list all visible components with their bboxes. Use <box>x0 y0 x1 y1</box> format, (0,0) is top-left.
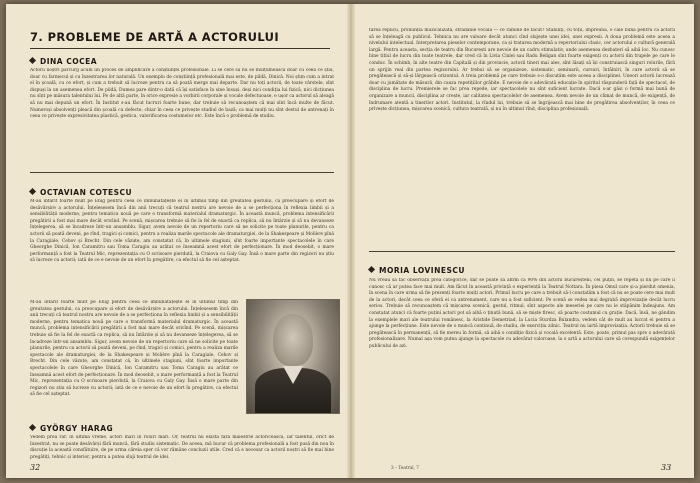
right-page <box>355 4 694 478</box>
book-spread <box>6 4 694 478</box>
diamond-bullet-icon <box>29 57 36 64</box>
section-heading-moria-lovinescu <box>369 266 465 275</box>
section-heading-label: OCTAVIAN COTESCU <box>40 188 133 197</box>
title-rule <box>30 48 330 49</box>
printer-signature: 3 – Teatrul, 7 <box>391 465 419 470</box>
left-page <box>6 4 347 478</box>
page-number-right: 33 <box>661 463 672 472</box>
section-text-gyorgy-harag: Vedem prea rar, în ultima vreme, actori mari în roluri mari. Or, teatrul nu există fără maiestrie actoricească, iar talentul, orict de înzestrat, nu se poate desăvârși fără muncă, fără studiu sistematic. De aceea, mă bucur că problema profesională a fost pusă din nou în discuție la această consfătuire, de pe urma căreia sper că vor rămâne concluzii utile. Cred că e necesar ca actorii noștri să fie mai bine pregătiți, tehnic și interior, pentru a putea sluji teatrul de idei. <box>30 435 334 460</box>
page-number-left: 32 <box>30 463 41 472</box>
diamond-bullet-icon <box>29 188 36 195</box>
book-gutter <box>347 4 355 478</box>
actor-portrait-photo <box>246 299 340 414</box>
diamond-bullet-icon <box>368 266 375 273</box>
section-heading-gyorgy-harag <box>30 424 113 433</box>
section-heading-octavian-cotescu <box>30 188 132 197</box>
chapter-title: 7. PROBLEME DE ARTĂ A ACTORULUI <box>30 30 280 44</box>
section-heading-dina-cocea <box>30 57 97 66</box>
section-divider <box>369 251 675 252</box>
section-heading-label: MORIA LOVINESCU <box>379 266 465 275</box>
section-text-dina-cocea: Actorii noștri parcurg acum un proces de amplificare a conștiinței profesionale. Li se cere să nu se mulțumească doar cu ceea ce știu, doar cu farmecul și cu înzestrarea lor naturală. Un exemplu de conștiință profesională mai este, de pildă, Dinică. Noi știm cum a intrat el în școală, cu ce efort, și cum a trebuit să lucreze pentru ca să poată merge mai departe. Dar nu toți actorii, de toate vârstele, sînt dispuși la un asemenea efort. De pildă, Dumea pare dintr-o dată că își satisface în sine însuși, deși nici condiția lui fizică, nici dicțiunea nu sînt pe măsura talentului lui. Pe de altă parte, în orice expresie a vorbirii corporale și vocale defectuoase, e ușor ca actorul să aleagă să nu mai depună un efort. În Institut s-au făcut lucruri foarte bune, dar trebuie să recunoaștem că mai sînt încă multe de făcut. Numeroși absolvenți pleacă din școală cu defecte, chiar în ceea ce privește studiul de bază; ca mai mulți nu sînt destul de antrenați în ceea ce privește expresivitatea plastică, gestica, valorificarea costumelor etc. Este încă o problemă de studiu. <box>30 68 334 120</box>
section-heading-label: DINA COCEA <box>40 57 98 66</box>
section-text-octavian-cotescu-upper: M-au întărit foarte mult pe Enig pentru ceea ce îmbunătățește el în ultimul timp din greutatea gestului, ca preocupare și efort de desăvârșire a actorului. Înțelesesem încă din anii trecuți că teatrul nostru are nevoie de a se perfecționa în reflexia limbii și a sensibilității moderne, pentru tematica nouă pe care o transformă materialul dramaturgic. În această muncă, problema intensificării pregătirii a fost mai mare decât oricînd. Pe scenă, mișcarea trebuie să fie la fel de exactă ca replica, să nu întârzie și să nu devanseze înțelegerea, să se încadreze într-un ansamblu. Sigur, avem nevoie de un repertoriu care să ne solicite pe toate planurile, pentru ca actorii să poată deveni, pe rînd, tragici și comici, pentru a realiza marile spectacole ale dramaturgiei, de la Shakespeare și Molière pînă la Caragiale, Cehov și Brecht. Din cele văzute, am constatat că, în ultimele stagiuni, sînt foarte importante spectacolele în care Gheorghe Dinică, Ion Caramitru sau Toma Caragiu au arătat ce înseamnă acest efort de perfecționare. În mod deosebit, o mare performanță a fost la Teatrul Mic, reprezentația cu O scrisoare pierdută, la Craiova cu Galy Gay. Însă o mare parte din regizori nu știu să lucreze cu actorii; iată de ce e nevoie de un efort în pregătire, ca efectul să fie cel așteptat. <box>30 199 334 264</box>
continuation-text: tarea replicii, pronunția muzicalizată, strădanie vocală — ce rămîne de făcut? Stabiliți, cu toții, împreună, o cale bună pentru ca actorii să se înțeleagă cu publicul. Tehnica nu are valoare decât atunci cînd slujește unei idei, unei expresii. A doua problemă este aceea a nivelului intelectual. Interpretarea pieselor contemporane, ca și tratarea modernă a repertoriului clasic, cer actorului o cultură generală largă. Pentru aceasta, secția de teatru din București are nevoie de un cadru stimulativ, unde asemenea dezbateri să aibă loc. Nu cunosc bine titlul de lucru din toate teatrele, dar cred că în Livia Ciulei sau Radu Beligan sînt foarte exigenți cu actorii din trupele pe care le conduc. În schimb, în alte teatre din Capitală și din provincie, actorii tineri mai ales, sînt lăsați să își construiască singuri rolurile, fără un sprijin real din partea regizorului. Ar trebui să se organizeze, sistematic, seminarii, cursuri, întâlniri, în care actorii să se pregătească și să-și lărgească orizontul. A treia problemă pe care trebuie s-o discutăm este aceea a disciplinei. Uneori actorii lucrează doar cu jumătate de măsură, din cauza repetițiilor grăbite. E nevoie de o adevărată educație în spiritul răspunderii față de spectacol, de disciplina de lucru. Premierele se fac prea repede, iar spectacolele nu sînt suficient lucrate. Dacă s-ar găsi o formă mai bună de organizare a muncii, disciplina ar crește, iar calitatea spectacolelor de asemenea. Avem nevoie de un climat de muncă, de exigență, de îndrumare atentă a tinerilor actori. Institutul, la rîndul lui, trebuie să se îngrijească mai bine de pregătirea absolvenților, în ceea ce privește dicțiunea, mișcarea scenică, cultura teatrală, și nu în ultimul rînd, disciplina profesională. <box>369 28 675 113</box>
section-text-octavian-cotescu-lower: M-au întărit foarte mult pe Enig pentru ceea ce îmbunătățește el în ultimul timp din greutatea gestului, ca preocupare și efort de desăvârșire a actorului. Înțelesesem încă din anii trecuți că teatrul nostru are nevoie de a se perfecționa în reflexia limbii și a sensibilității moderne, pentru tematica nouă pe care o transformă materialul dramaturgic. În această muncă, problema intensificării pregătirii a fost mai mare decât oricînd. Pe scenă, mișcarea trebuie să fie la fel de exactă ca replica, să nu întârzie și să nu devanseze înțelegerea, să se încadreze într-un ansamblu. Sigur, avem nevoie de un repertoriu care să ne solicite pe toate planurile, pentru ca actorii să poată deveni, pe rînd, tragici și comici, pentru a realiza marile spectacole ale dramaturgiei, de la Shakespeare și Molière pînă la Caragiale, Cehov și Brecht. Din cele văzute, am constatat că, în ultimele stagiuni, sînt foarte importante spectacolele în care Gheorghe Dinică, Ion Caramitru sau Toma Caragiu au arătat ce înseamnă acest efort de perfecționare. În mod deosebit, o mare performanță a fost la Teatrul Mic, reprezentația cu O scrisoare pierdută, la Craiova cu Galy Gay. Însă o mare parte din regizori nu știu să lucreze cu actorii; iată de ce e nevoie de un efort în pregătire, ca efectul să fie cel așteptat. <box>30 300 238 398</box>
section-heading-label: GYÖRGY HARAG <box>40 424 114 433</box>
section-divider <box>30 172 334 173</box>
section-text-moria-lovinescu: Nu vreau să fac observații prea categorice, dar se poate să afirm că 90% din actorii bucureșteni, cel puțin, se repetă și nu pe care îi cunosc că ar putea face mai mult. Am făcut în această privință o experiență la Teatrul Nottara. În piesa Omul care și-a pierdut omenia, în scena în care urma să fie prezenți foarte mulți actori. Primul lucru pe care a trebuit să-l constatăm a fost că nu se poate cere mai mult de la actori, decât ceea ce oferă ei ca antrenament, care nu a fost suficient. Pe scenă se vedea mai degrabă improvizație decât lucru serios. Trebuie să recunoaștem că mișcarea scenică, gestul, ritmul, sînt aspecte ale meseriei pe care nu le stăpânim îndeajuns. Am constatat atunci că foarte puțini actori pot să aibă o ținută bună, să se miște firesc, să poarte costumul cu grație. Dacă, însă, ne gândim la exemplele mari ale teatrului românesc, la Aristide Demetriad, la Lucia Sturdza Bulandra, vedem cât de mult au lucrat ei pentru a ajunge la perfecțiune. Este nevoie de o muncă continuă, de studiu, de exercițiu zilnic. Teatrul nu iartă improvizația. Actorii trebuie să se pregătească în permanență, să fie mereu în formă, să aibă o condiție fizică și vocală excelentă. Este, poate, primul pas spre o adevărată profesionalizare. Numai așa vom putea ajunge la spectacole cu adevărat valoroase, la o artă a actorului care să corespundă exigențelor publicului de azi. <box>369 278 675 349</box>
diamond-bullet-icon <box>29 424 36 431</box>
